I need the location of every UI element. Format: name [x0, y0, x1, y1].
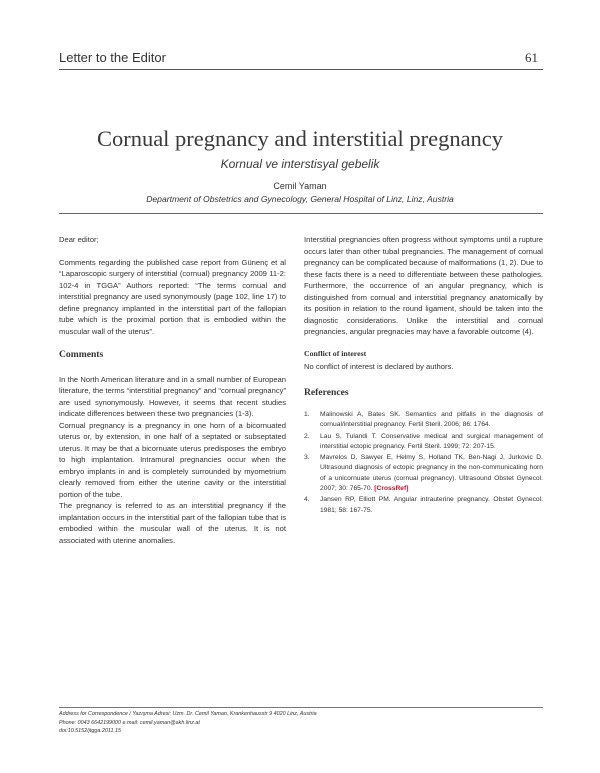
header-divider	[59, 69, 543, 70]
doi-label: doi:10.5152/jtgga.2011.15	[59, 728, 121, 734]
reference-item	[304, 410, 543, 431]
footer-divider	[59, 707, 543, 708]
reference-item	[304, 495, 543, 516]
page-number: 61	[525, 50, 538, 65]
reference-citation: Malinowski A, Bates SK. Semantics and pitfalls in the diagnosis of cornual/interstitial pregnancy. Fertil Steril. 2006; 86: 1764.	[320, 411, 543, 429]
section-label: Letter to the Editor	[59, 50, 166, 65]
reference-list	[304, 410, 543, 516]
comments-paragraph-3: The pregnancy is referred to as an interstitial pregnancy if the implantation occurs in the interstitial part of the fallopian tube that is embodied within the muscular wall of the uterus. It is not associated with uterine anomalies.	[59, 501, 286, 545]
reference-number: 4.	[304, 496, 310, 504]
reference-citation: Lau S, Tulandi T. Conservative medical and surgical management of interstitial ectopic pregnancy. Fertil Steril. 1999; 72: 207-15.	[320, 432, 543, 450]
author-name: Cemil Yaman	[273, 181, 327, 191]
crossref-link[interactable]: [CrossRef]	[374, 485, 409, 493]
reference-text	[320, 453, 543, 494]
reference-citation: Jansen RP, Elliott PM. Angular intrauterine pregnancy. Obstet Gynecol. 1981; 58: 167-75.	[320, 496, 543, 514]
reference-citation: Mavrelos D, Sawyer E, Helmy S, Holland TK, Ben-Nagi J, Jurkovic D. Ultrasound diagnosis of ectopic pregnancy in the non-communicating horn of a unicornuate uterus (cornual pregnancy). Ultrasound Obstet Gynecol. 2007; 30: 765-70.	[320, 454, 543, 493]
reference-number: 2.	[304, 432, 310, 440]
reference-text	[320, 495, 543, 516]
comments-paragraph-1: In the North American literature and in a small number of European literature, the terms “interstitial pregnancy” and “cornual pregnancy” are used synonymously. However, it seems that recent studies indicate differences between these two pregnancies (1-3).	[59, 374, 286, 418]
discussion-paragraph: Interstitial pregnancies often progress without symptoms until a rupture occurs later than other tubal pregnancies. The management of cornual pregnancy can be complicated because of malformations (1, 2). Due to these facts there is a need to differentiate between these pathologies. Furthermore, the occurrence of an angular pregnancy, which is distinguished from cornual and interstitial pregnancy anatomically by its position in relation to the round ligament, should be taken into the diagnostic considerations. Unlike the interstitial and cornual pregnancies, angular pregnacies may have a favorable outcome (4).	[304, 235, 543, 336]
reference-item	[304, 453, 543, 494]
title-divider	[59, 213, 543, 214]
reference-item	[304, 432, 543, 453]
reference-number: 3.	[304, 454, 310, 462]
correspondence-contact: Phone: 0043 6642199000 e.mail: cemil.yaman@akh.linz.at	[59, 719, 200, 726]
reference-number: 1.	[304, 411, 310, 418]
left-column	[59, 234, 286, 546]
spacer	[59, 246, 286, 257]
comments-heading: Comments	[59, 349, 104, 360]
reference-text	[320, 432, 543, 453]
article-subtitle: Kornual ve interstisyal gebelik	[220, 157, 380, 171]
comments-paragraph-2: Cornual pregnancy is a pregnancy in one horn of a bicornuated uterus or, by extension, in one half of a septated or subseptated uterus. It may be that a bicornuate uterus predisposes the embryo to high implantation. Intramural pregnancies occur when the embryo implants in and is completely surrounded by myometrium clearly removed from either the uterine cavity or the interstitial portion of the tube.	[59, 420, 286, 499]
salutation: Dear editor;	[59, 235, 99, 244]
references-heading: References	[304, 386, 349, 398]
reference-text	[320, 410, 543, 431]
author-affiliation: Department of Obstetrics and Gynecology, General Hospital of Linz, Linz, Austria	[146, 194, 454, 204]
correspondence-footer	[59, 710, 317, 736]
article-title: Cornual pregnancy and interstitial pregnancy	[96, 126, 504, 151]
right-column	[304, 234, 543, 517]
conflict-text: No conflict of interest is declared by authors.	[304, 362, 454, 371]
intro-paragraph: Comments regarding the published case report from Günenç et al “Laparoscopic surgery of interstitial (cornual) pregnancy 2009 11-2: 102-4 in TGGA” Authors reported: “The terms cornual and interstitial pregnancy are used synonymously (page 102, line 17) to define pregnancy implanted in the interstitial part of the fallopian tube which is the proximal portion that is embodied within the muscular wall of the uterus”.	[59, 257, 286, 336]
correspondence-address: Address for Correspondence / Yazışma Adresi: Uzm. Dr. Cemil Yaman, Krankenhausstr 9 4020 Linz, Austria	[59, 711, 317, 717]
conflict-heading: Conflict of interest	[304, 348, 367, 358]
